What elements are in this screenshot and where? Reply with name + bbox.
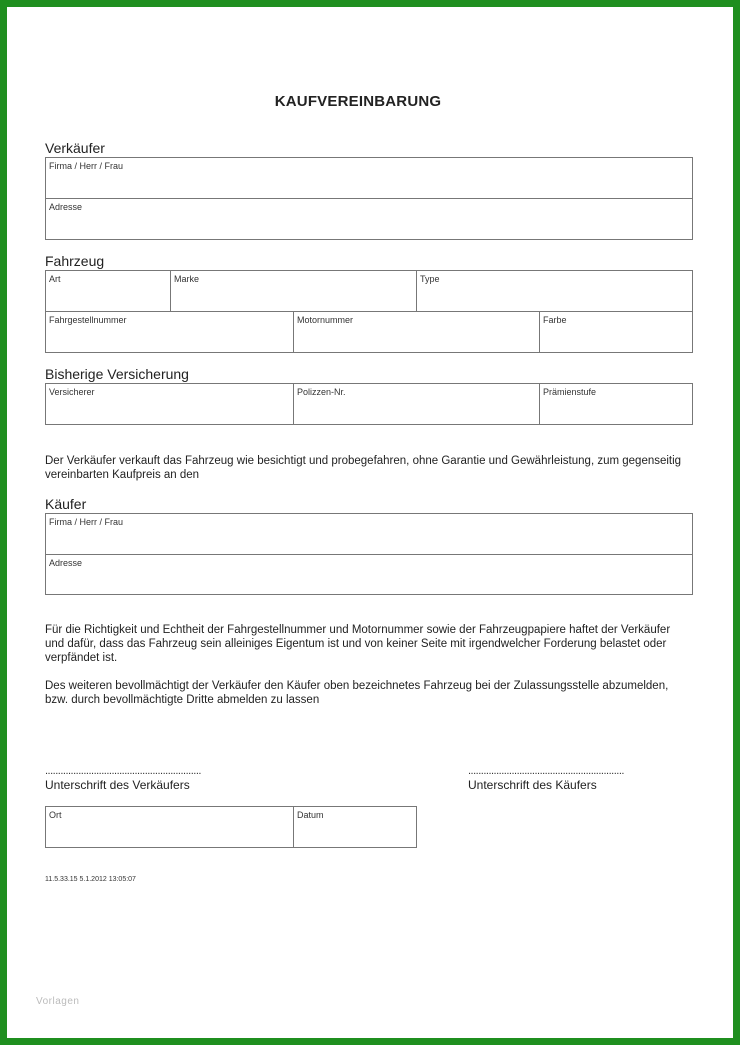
policy-number-label: Polizzen-Nr. [297,387,346,397]
buyer-name-field[interactable] [46,514,692,554]
buyer-signature-line[interactable]: ............................................................. [468,765,624,777]
date-field[interactable] [294,807,416,847]
sale-paragraph: Der Verkäufer verkauft das Fahrzeug wie besichtigt und probegefahren, ohne Garantie und Gewährleistung, zum gegenseitig vereinbarten Kaufpreis an den [45,455,682,481]
insurer-field[interactable] [46,384,293,424]
vehicle-heading: Fahrzeug [45,253,105,269]
seller-name-field[interactable] [46,158,692,198]
vehicle-marke-field[interactable] [171,271,416,311]
vehicle-color-field[interactable] [540,312,692,352]
document-title: KAUFVEREINBARUNG [274,93,442,110]
buyer-signature-label: Unterschrift des Käufers [468,778,597,792]
premium-level-field[interactable] [540,384,692,424]
seller-heading: Verkäufer [45,140,105,156]
watermark: Vorlagen [36,996,80,1007]
place-label: Ort [49,810,62,820]
vehicle-vin-label: Fahrgestellnummer [49,315,127,325]
vehicle-art-label: Art [49,274,61,284]
seller-address-field[interactable] [46,199,692,239]
premium-level-label: Prämienstufe [543,387,597,397]
vehicle-art-field[interactable] [46,271,170,311]
vehicle-color-label: Farbe [543,315,567,325]
place-date-box [45,806,417,848]
vehicle-engine-field[interactable] [294,312,539,352]
liability-paragraph: Für die Richtigkeit und Echtheit der Fahrgestellnummer und Motornummer sowie der Fahrzeugpapiere haftet der Verkäufer und dafür, dass das Fahrzeug sein alleiniges Eigentum ist und von keiner Seite mit irgendwelcher Forderung belastet oder verpfändet ist. [45,624,671,664]
vehicle-box [45,270,693,353]
insurance-heading: Bisherige Versicherung [45,366,189,382]
vehicle-marke-label: Marke [174,274,200,284]
buyer-name-label: Firma / Herr / Frau [49,517,124,527]
buyer-box [45,513,693,595]
document-page [7,7,733,1038]
insurer-label: Versicherer [49,387,95,397]
document-stamp: 11.5.33.15 5.1.2012 13:05:07 [45,876,136,883]
seller-name-label: Firma / Herr / Frau [49,161,124,171]
seller-signature-label: Unterschrift des Verkäufers [45,778,190,792]
buyer-address-label: Adresse [49,558,83,568]
vehicle-engine-label: Motornummer [297,315,354,325]
insurance-box [45,383,693,425]
buyer-address-field[interactable] [46,555,692,594]
place-field[interactable] [46,807,293,847]
vehicle-vin-field[interactable] [46,312,293,352]
vehicle-type-label: Type [420,274,440,284]
seller-address-label: Adresse [49,202,83,212]
policy-number-field[interactable] [294,384,539,424]
authorization-paragraph: Des weiteren bevollmächtigt der Verkäufer den Käufer oben bezeichnetes Fahrzeug bei der Zulassungsstelle abzumelden, bzw. durch bevollmächtigte Dritte abmelden zu lassen [45,680,669,706]
buyer-heading: Käufer [45,496,87,512]
vehicle-type-field[interactable] [417,271,692,311]
seller-box [45,157,693,240]
seller-signature-line[interactable]: ............................................................. [45,765,201,777]
date-label: Datum [297,810,324,820]
